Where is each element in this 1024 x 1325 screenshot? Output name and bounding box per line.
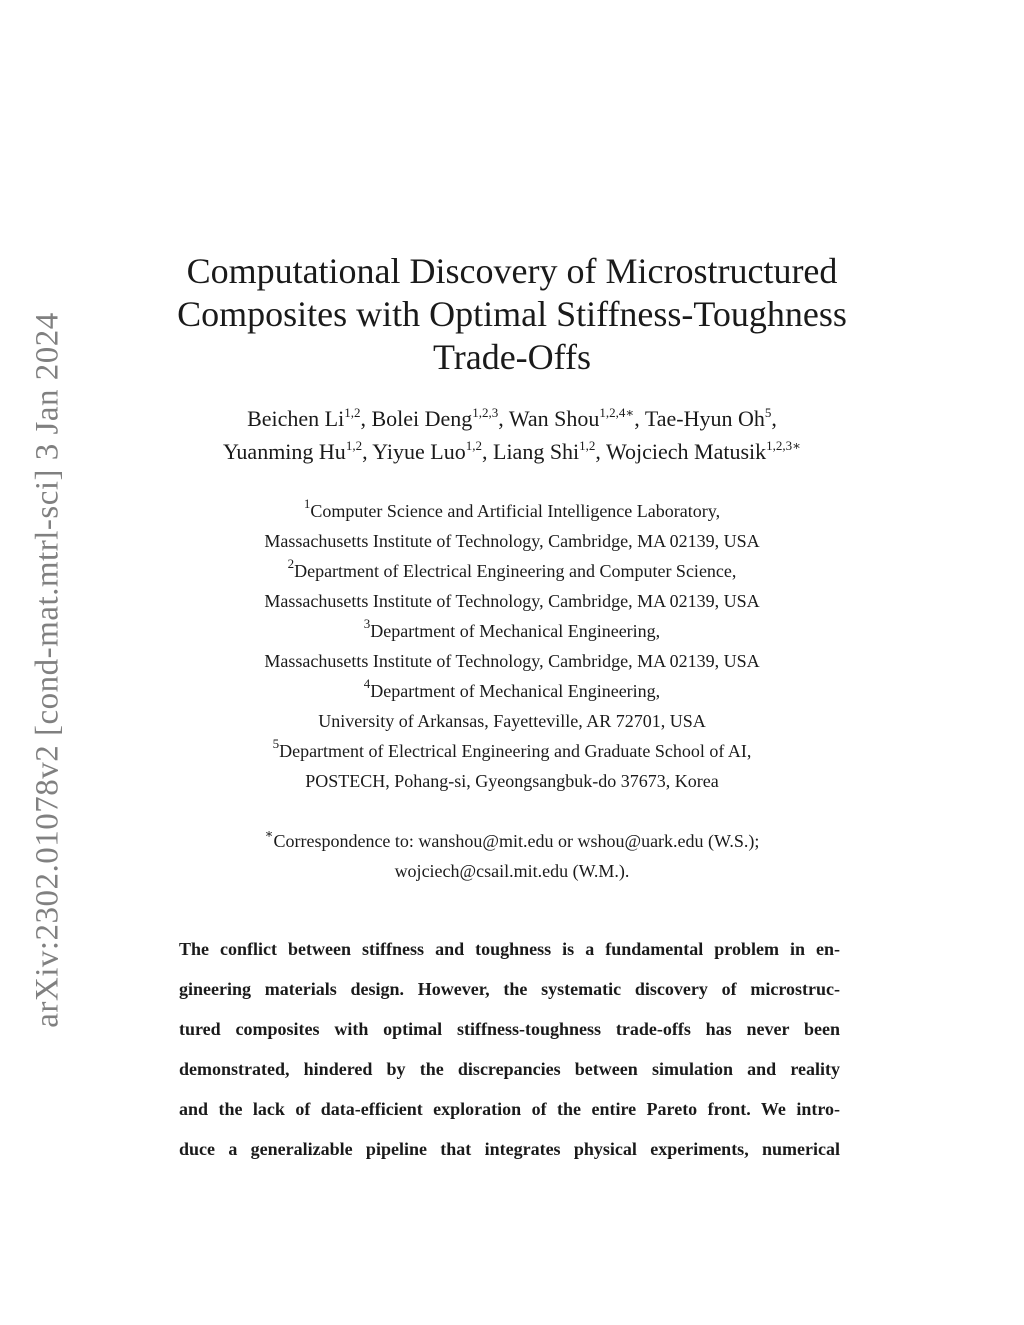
affiliation-address: POSTECH, Pohang-si, Gyeongsangbuk-do 37673, Korea bbox=[305, 771, 719, 791]
author-name: Yuanming Hu bbox=[222, 439, 346, 464]
abstract bbox=[179, 929, 840, 1169]
author-name: Liang Shi bbox=[493, 439, 580, 464]
title-line: Composites with Optimal Stiffness-Toughness bbox=[177, 294, 847, 334]
title-line: Computational Discovery of Microstructured bbox=[186, 251, 838, 291]
author-list bbox=[0, 402, 1024, 468]
abstract-line: The conflict between stiffness and toughness is a fundamental problem in en- bbox=[179, 939, 840, 959]
affiliations bbox=[0, 496, 1024, 796]
arxiv-identifier-text: arXiv:2302.01078v2 [cond-mat.mtrl-sci] 3 Jan 2024 bbox=[29, 312, 66, 1028]
abstract-line: gineering materials design. However, the systematic discovery of microstruc- bbox=[179, 979, 840, 999]
affiliation-address: Massachusetts Institute of Technology, Cambridge, MA 02139, USA bbox=[264, 591, 760, 611]
affiliation-name: $^2$Department of Electrical Engineering and Computer Science, bbox=[287, 556, 737, 581]
abstract-line: and the lack of data-efficient exploration of the entire Pareto front. We intro- bbox=[179, 1099, 840, 1119]
author-affil-sup: 5 bbox=[764, 405, 772, 420]
correspondence-line: wojciech@csail.mit.edu (W.M.). bbox=[394, 861, 630, 881]
affiliation-address: Massachusetts Institute of Technology, Cambridge, MA 02139, USA bbox=[264, 651, 760, 671]
author-affil-sup: 1,2,4∗ bbox=[599, 405, 635, 420]
author-name: Wan Shou bbox=[508, 406, 600, 431]
paper-title bbox=[0, 250, 1024, 379]
author-name: Bolei Deng bbox=[371, 406, 473, 431]
affiliation-address: University of Arkansas, Fayetteville, AR 72701, USA bbox=[318, 711, 706, 731]
abstract-line: tured composites with optimal stiffness-toughness trade-offs has never been bbox=[179, 1019, 840, 1039]
author-name: Beichen Li bbox=[247, 406, 345, 431]
abstract-line: demonstrated, hindered by the discrepancies between simulation and reality bbox=[179, 1059, 840, 1079]
correspondence-line: ∗Correspondence to: wanshou@mit.edu or wshou@uark.edu (W.S.); bbox=[264, 826, 760, 851]
author-affil-sup: 1,2 bbox=[579, 438, 596, 453]
author-name: Yiyue Luo bbox=[372, 439, 466, 464]
affiliation-name: $^4$Department of Mechanical Engineering, bbox=[363, 676, 661, 701]
affiliation-name: $^5$Department of Electrical Engineering and Graduate School of AI, bbox=[272, 736, 752, 761]
author-affil-sup: 1,2 bbox=[345, 438, 363, 453]
abstract-line: duce a generalizable pipeline that integrates physical experiments, numerical bbox=[179, 1139, 840, 1159]
affiliation-name: $^3$Department of Mechanical Engineering, bbox=[363, 616, 661, 641]
affiliation-address: Massachusetts Institute of Technology, Cambridge, MA 02139, USA bbox=[264, 531, 760, 551]
author-affil-sup: 1,2,3∗ bbox=[766, 438, 802, 453]
title-line: Trade-Offs bbox=[433, 337, 591, 377]
author-affil-sup: 1,2 bbox=[344, 405, 361, 420]
affiliation-name: $^1$Computer Science and Artificial Intelligence Laboratory, bbox=[303, 496, 721, 521]
author-line-2: Yuanming Hu$^{1,2}$, Yiyue Luo$^{1,2}$, Liang Shi$^{1,2}$, Wojciech Matusik$^{1,2,3∗}$ bbox=[222, 438, 802, 464]
author-affil-sup: 1,2,3 bbox=[472, 405, 499, 420]
author-name: Wojciech Matusik bbox=[606, 439, 767, 464]
author-affil-sup: 1,2 bbox=[465, 438, 482, 453]
author-line-1: Beichen Li$^{1,2}$, Bolei Deng$^{1,2,3}$, Wan Shou$^{1,2,4∗}$, Tae-Hyun Oh$^5$, bbox=[247, 405, 777, 431]
author-name: Tae-Hyun Oh bbox=[644, 406, 765, 431]
correspondence bbox=[0, 826, 1024, 886]
